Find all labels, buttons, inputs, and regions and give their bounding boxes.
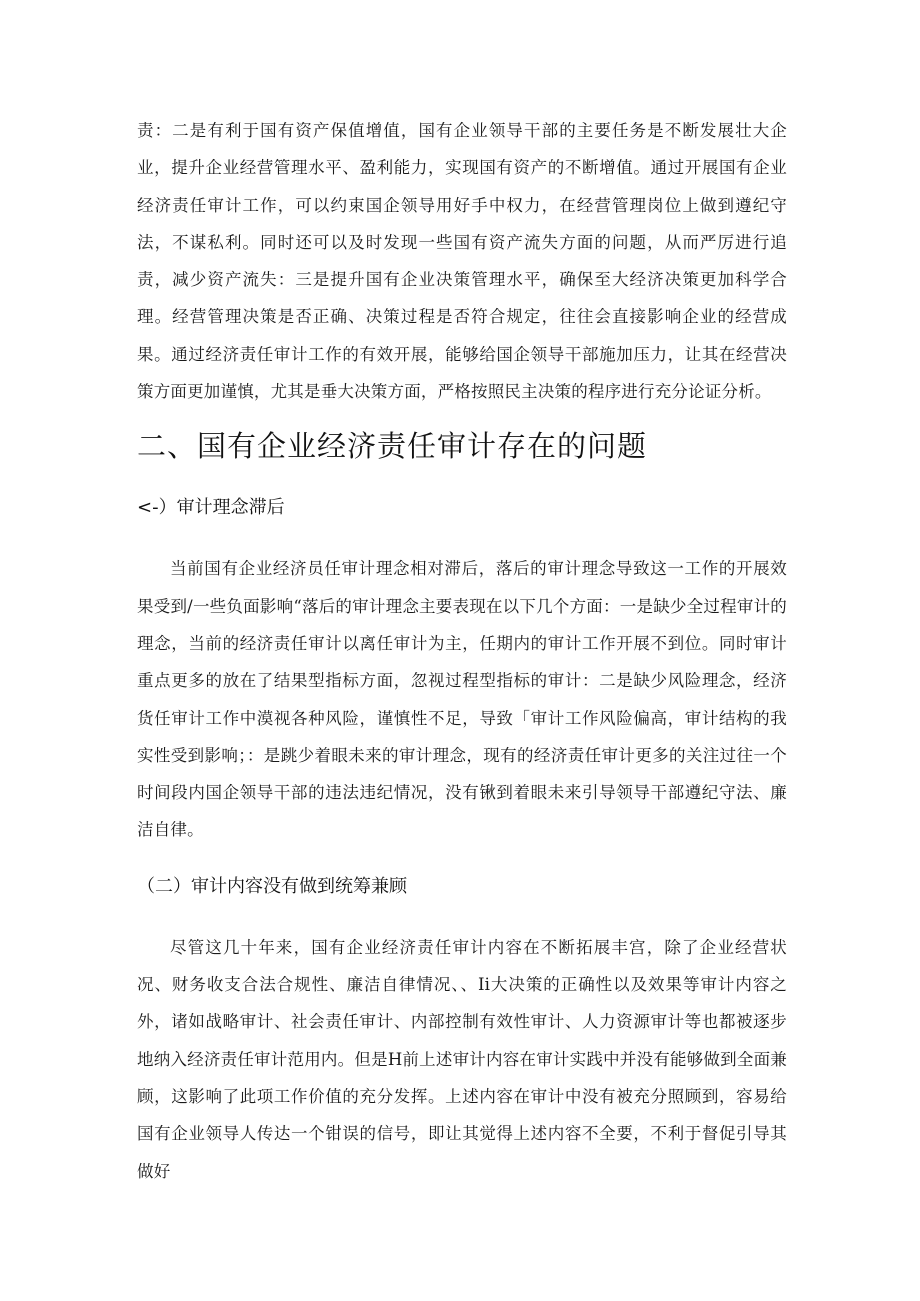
subsection-2-heading: （二）审计内容没有做到统筹兼顾 <box>137 875 407 897</box>
subsection-1-heading: <-）审计理念滞后 <box>137 497 285 519</box>
paragraph-2: 当前国有企业经济员任审计理念相对滞后，落后的审计理念导致这一工作的开展效果受到/一些负面影响“落后的审计理念主要表现在以下几个方面：一是缺少全过程审计的理念，当前的经济责任审计以离任审计为主，任期内的审计工作开展不到位。同时审计重点更多的放在了结果型指标方面，忽视过程型指标的审计：二是缺少风险理念，经济货任审计工作中漠视各种风险，谨慎性不足，导致「审计工作风险偏高，审计结构的我实性受到影响；：是跳少着眼未来的审计理念，现有的经济责任审计更多的关注过往一个时间段内国企领导干部的违法违纪情况，没有锹到着眼未来引导领导干部遵纪守法、廉洁自律。 <box>137 559 787 840</box>
paragraph-3: 尽管这几十年来，国有企业经济责任审计内容在不断拓展丰宫，除了企业经营状况、财务收支合法合规性、廉洁自律情况、、Ii大决策的正确性以及效果等审计内容之外，诸如战略审计、社会责任审计、内部控制有效性审计、人力资源审计等也都被逐步地纳入经济责任审计范用内。但是H前上述审计内容在审计实践中并没有能够做到全面兼顾，这影响了此项工作价值的充分发挥。上述内容在审计中没有被充分照顾到，容易给国有企业领导人传达一个钳误的信号，即让其觉得上述内容不全要，不利于督促引导其做好 <box>137 937 787 1181</box>
section-2-heading: 二、国有企业经济责任审计存在的问题 <box>137 429 648 464</box>
paragraph-1: 责：二是有利于国有资产保值增值，国有企业领导干部的主要任务是不断发展壮大企业，提升企业经营管理水平、盈利能力，实现国有资产的不断增值。通过开展国有企业经济责任审计工作，可以约束国企领导用好手中权力，在经营管理岗位上做到遵纪守法，不谋私利。同时还可以及时发现一些国有资产流失方面的问题，从而严厉进行追责，减少资产流失：三是提升国有企业决策管理水平，确保至大经济决策更加科学合理。经营管理决策是否正确、决策过程是否符合规定，往往会直接影响企业的经营成果。通过经济责任审计工作的有效开展，能够给国企领导干部施加压力，让其在经营决策方面更加谨慎，尤其是垂大决策方面，严格按照民主决策的程序进行充分论证分析。 <box>137 121 787 402</box>
text-column <box>137 112 787 1190</box>
